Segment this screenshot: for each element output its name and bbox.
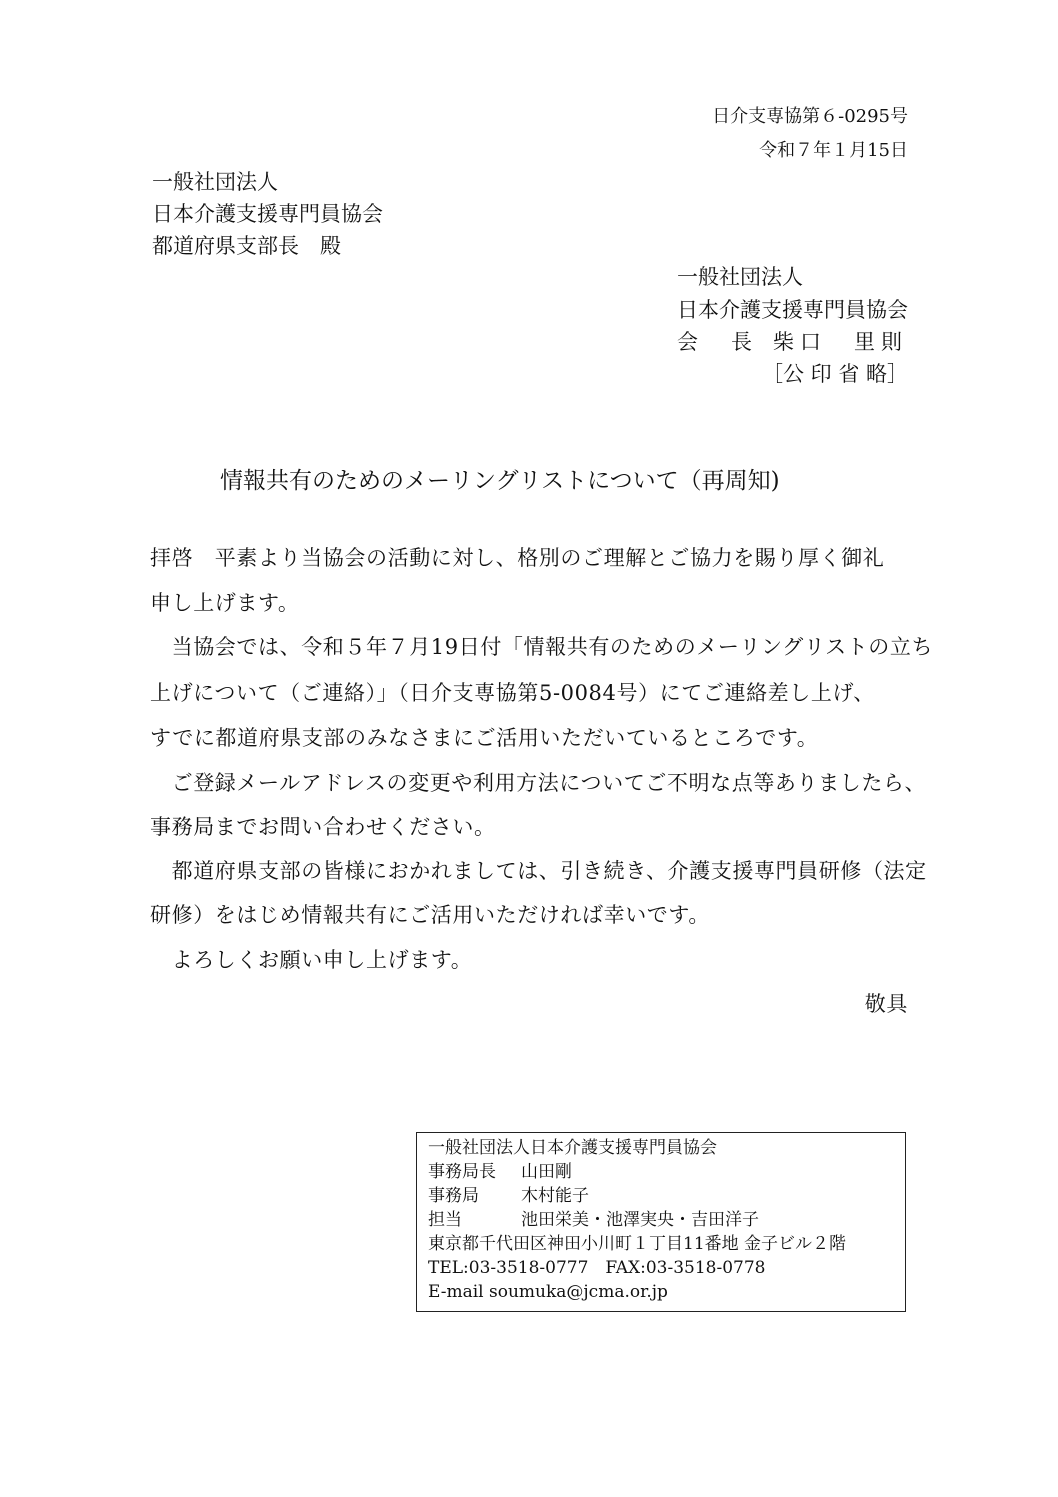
closing-word: 敬具 xyxy=(864,992,908,1016)
official-seal-note: ［公 印 省 略］ xyxy=(761,362,908,386)
body-line: ご登録メールアドレスの変更や利用方法についてご不明な点等ありましたら、 xyxy=(150,771,927,795)
contact-organization: 一般社団法人日本介護支援専門員協会 xyxy=(428,1138,717,1158)
contact-staff-label: 担当 xyxy=(428,1210,462,1230)
body-line: 事務局までお問い合わせください。 xyxy=(150,815,496,839)
sender-name: 柴口 里則 xyxy=(773,330,908,354)
contact-office-name: 木村能子 xyxy=(521,1186,589,1206)
sender-org-type: 一般社団法人 xyxy=(677,265,803,289)
recipient-org-type: 一般社団法人 xyxy=(152,170,278,194)
contact-office-label: 事務局 xyxy=(428,1186,479,1206)
body-line: すでに都道府県支部のみなさまにご活用いただいているところです。 xyxy=(150,726,819,750)
body-line: 上げについて（ご連絡）」（日介支専協第5-0084号）にてご連絡差し上げ、 xyxy=(150,681,875,705)
contact-director-name: 山田剛 xyxy=(521,1162,572,1182)
body-line: 申し上げます。 xyxy=(150,591,300,615)
recipient-org-name: 日本介護支援専門員協会 xyxy=(152,202,383,226)
contact-box xyxy=(416,1132,906,1312)
body-line: 都道府県支部の皆様におかれましては、引き続き、介護支援専門員研修（法定 xyxy=(150,859,927,883)
body-line: よろしくお願い申し上げます。 xyxy=(150,948,473,972)
body-line: 研修）をはじめ情報共有にご活用いただければ幸いです。 xyxy=(150,903,710,927)
body-line: 当協会では、令和５年７月19日付「情報共有のためのメーリングリストの立ち xyxy=(150,635,934,659)
document-date: 令和７年１月15日 xyxy=(759,140,908,161)
document-number: 日介支専協第６-0295号 xyxy=(712,106,908,127)
sender-org-name: 日本介護支援専門員協会 xyxy=(677,298,908,322)
sender-position: 会 長 xyxy=(677,330,758,354)
contact-email[interactable]: E-mail soumuka@jcma.or.jp xyxy=(428,1282,668,1302)
contact-staff-names: 池田栄美・池澤実央・吉田洋子 xyxy=(521,1210,759,1230)
recipient-title: 都道府県支部長 殿 xyxy=(152,234,341,258)
contact-tel-fax: TEL:03-3518-0777 FAX:03-3518-0778 xyxy=(428,1258,766,1278)
contact-director-label: 事務局長 xyxy=(428,1162,496,1182)
body-line: 拝啓 平素より当協会の活動に対し、格別のご理解とご協力を賜り厚く御礼 xyxy=(150,546,885,570)
document-title: 情報共有のためのメーリングリストについて（再周知) xyxy=(220,468,780,494)
contact-address: 東京都千代田区神田小川町１丁目11番地 金子ビル２階 xyxy=(428,1234,847,1254)
